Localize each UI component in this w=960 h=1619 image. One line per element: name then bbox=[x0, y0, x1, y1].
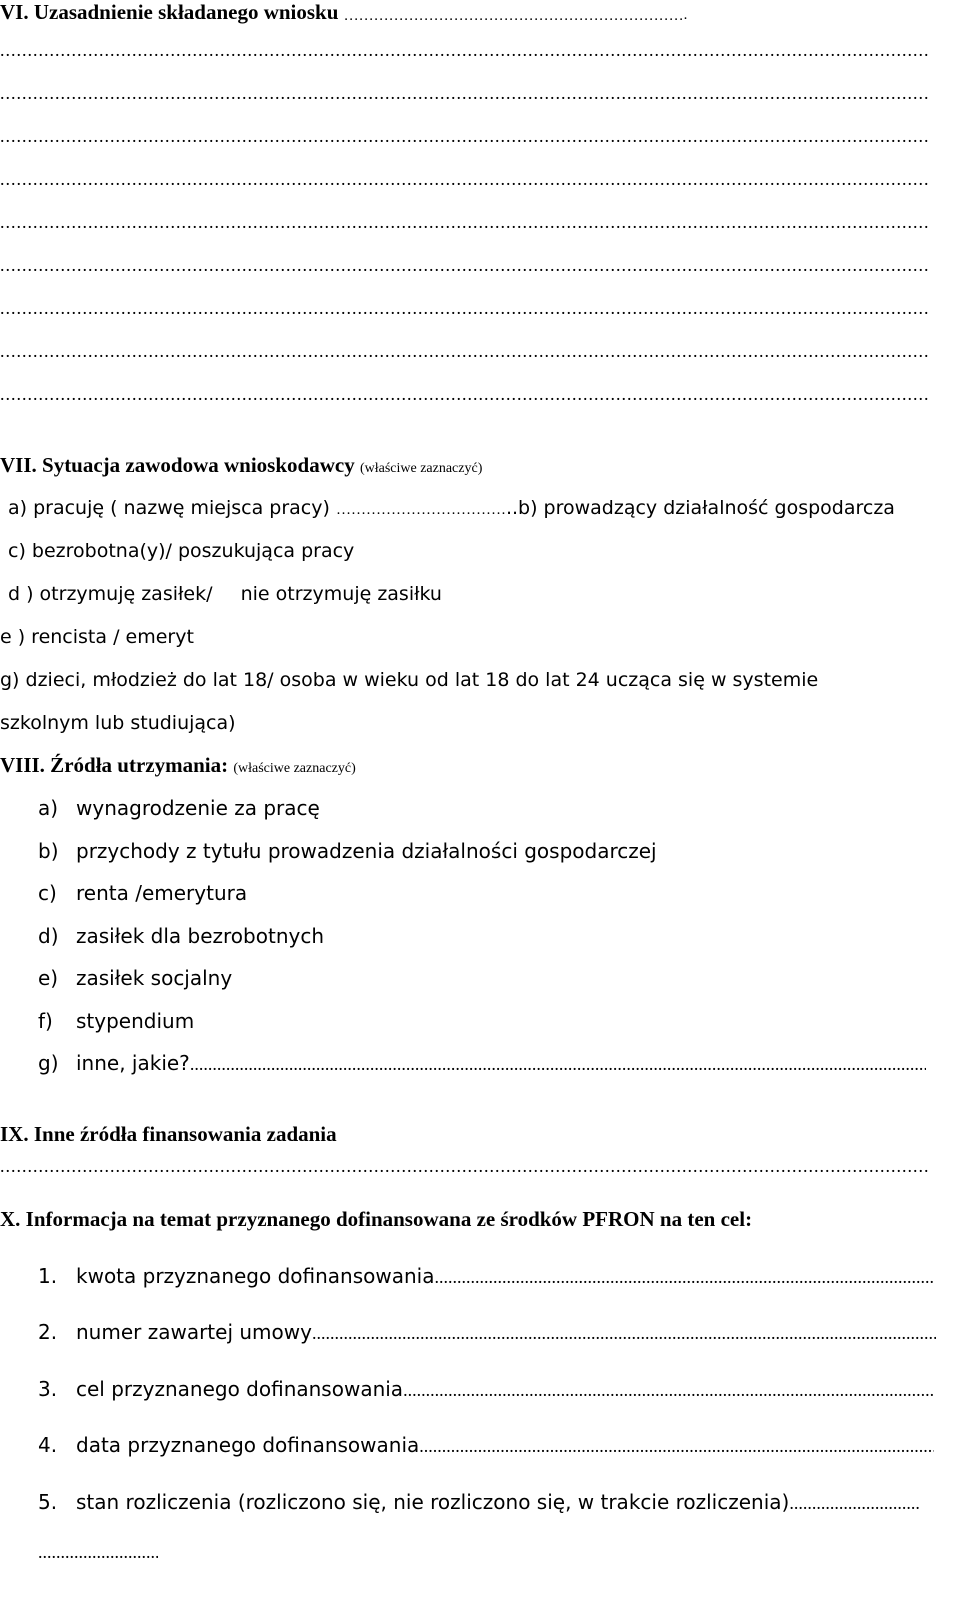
justification-line-7[interactable] bbox=[0, 298, 930, 318]
pfron-item-fill[interactable] bbox=[789, 1493, 919, 1514]
justification-line-6[interactable] bbox=[0, 255, 930, 275]
option-d-benefit[interactable] bbox=[8, 583, 442, 605]
income-text: zasiłek dla bezrobotnych bbox=[76, 924, 324, 948]
income-option-b[interactable] bbox=[38, 839, 657, 863]
option-a-works[interactable] bbox=[8, 497, 895, 519]
income-option-g[interactable] bbox=[38, 1051, 926, 1075]
pfron-item-text: data przyznanego dofinansowania bbox=[76, 1433, 420, 1457]
income-option-f[interactable] bbox=[38, 1009, 194, 1033]
option-a-label: a) pracuję ( nazwę miejsca pracy) bbox=[8, 497, 330, 519]
pfron-item-fill[interactable] bbox=[403, 1380, 933, 1401]
section-vi-title: VI. Uzasadnienie składanego wniosku bbox=[0, 0, 339, 24]
other-funding-fill[interactable] bbox=[0, 1156, 930, 1176]
pfron-item-num: 5. bbox=[38, 1490, 58, 1514]
income-letter: f) bbox=[38, 1009, 53, 1033]
pfron-item-4[interactable] bbox=[38, 1433, 934, 1457]
pfron-item-fill[interactable] bbox=[312, 1323, 936, 1344]
workplace-fill[interactable] bbox=[336, 502, 506, 519]
pfron-item-text: numer zawartej umowy bbox=[76, 1320, 312, 1344]
pfron-item-fill[interactable] bbox=[419, 1436, 934, 1457]
option-b-label: ..b) prowadzący działalność gospodarcza bbox=[505, 497, 895, 519]
income-text: stypendium bbox=[76, 1009, 195, 1033]
section-vi-heading bbox=[0, 0, 687, 25]
section-vii-note: (właściwe zaznaczyć) bbox=[359, 461, 483, 476]
section-viii-heading bbox=[0, 753, 356, 778]
option-e-pensioner[interactable] bbox=[0, 626, 194, 648]
justification-line-4[interactable] bbox=[0, 169, 930, 189]
pfron-item-num: 1. bbox=[38, 1264, 58, 1288]
option-c-unemployed[interactable] bbox=[8, 540, 354, 562]
income-option-d[interactable] bbox=[38, 924, 324, 948]
income-text: wynagrodzenie za pracę bbox=[76, 796, 320, 820]
section-vii-heading bbox=[0, 453, 482, 478]
justification-line-2[interactable] bbox=[0, 83, 930, 103]
justification-line-3[interactable] bbox=[0, 126, 930, 146]
settlement-continuation-fill[interactable] bbox=[38, 1542, 158, 1562]
pfron-item-text: cel przyznanego dofinansowania bbox=[76, 1377, 404, 1401]
justification-line-1[interactable] bbox=[0, 40, 930, 60]
option-g-students-cont bbox=[0, 712, 236, 734]
income-letter: g) bbox=[38, 1051, 59, 1075]
option-g-label-line-1: g) dzieci, młodzież do lat 18/ osoba w wieku od lat 18 do lat 24 ucząca się w systemie bbox=[0, 669, 819, 691]
settlement-continuation-dots bbox=[38, 1542, 158, 1562]
pfron-item-num: 3. bbox=[38, 1377, 58, 1401]
option-g-label-line-2: szkolnym lub studiująca) bbox=[0, 712, 236, 734]
income-letter: a) bbox=[38, 796, 59, 820]
income-other-fill[interactable] bbox=[190, 1054, 926, 1075]
section-vii-title: VII. Sytuacja zawodowa wnioskodawcy bbox=[0, 453, 355, 477]
section-vi-fill-leader bbox=[344, 8, 684, 25]
section-x-title: X. Informacja na temat przyznanego dofinansowana ze środków PFRON na ten cel: bbox=[0, 1207, 753, 1231]
section-ix-heading bbox=[0, 1122, 337, 1147]
option-g-students[interactable] bbox=[0, 669, 818, 691]
income-letter: b) bbox=[38, 839, 59, 863]
pfron-item-num: 4. bbox=[38, 1433, 58, 1457]
income-option-a[interactable] bbox=[38, 796, 320, 820]
pfron-item-text: stan rozliczenia (rozliczono się, nie rozliczono się, w trakcie rozliczenia) bbox=[76, 1490, 790, 1514]
income-letter: e) bbox=[38, 966, 59, 990]
option-c-label: c) bezrobotna(y)/ poszukująca pracy bbox=[8, 540, 355, 562]
option-d-label: d ) otrzymuję zasiłek/ bbox=[8, 583, 213, 605]
pfron-item-2[interactable] bbox=[38, 1320, 936, 1344]
section-viii-note: (właściwe zaznaczyć) bbox=[233, 761, 356, 776]
justification-line-9[interactable] bbox=[0, 384, 930, 404]
section-x-heading bbox=[0, 1207, 752, 1232]
pfron-item-text: kwota przyznanego dofinansowania bbox=[76, 1264, 435, 1288]
income-text: zasiłek socjalny bbox=[76, 966, 233, 990]
option-d2-label: nie otrzymuję zasiłku bbox=[240, 583, 442, 605]
income-letter: c) bbox=[38, 881, 57, 905]
section-vi-trail: . bbox=[683, 7, 688, 23]
income-option-c[interactable] bbox=[38, 881, 247, 905]
justification-line-5[interactable] bbox=[0, 212, 930, 232]
income-text: renta /emerytura bbox=[76, 881, 248, 905]
income-letter: d) bbox=[38, 924, 59, 948]
pfron-item-5[interactable] bbox=[38, 1490, 919, 1514]
section-ix-title: IX. Inne źródła finansowania zadania bbox=[0, 1122, 337, 1146]
option-e-label: e ) rencista / emeryt bbox=[0, 626, 194, 648]
income-option-e[interactable] bbox=[38, 966, 232, 990]
pfron-item-fill[interactable] bbox=[434, 1267, 934, 1288]
section-viii-title: VIII. Źródła utrzymania: bbox=[0, 753, 229, 777]
pfron-item-1[interactable] bbox=[38, 1264, 934, 1288]
pfron-item-num: 2. bbox=[38, 1320, 58, 1344]
income-text: inne, jakie? bbox=[76, 1051, 190, 1075]
justification-line-8[interactable] bbox=[0, 341, 930, 361]
income-text: przychody z tytułu prowadzenia działalności gospodarczej bbox=[76, 839, 657, 863]
pfron-item-3[interactable] bbox=[38, 1377, 933, 1401]
